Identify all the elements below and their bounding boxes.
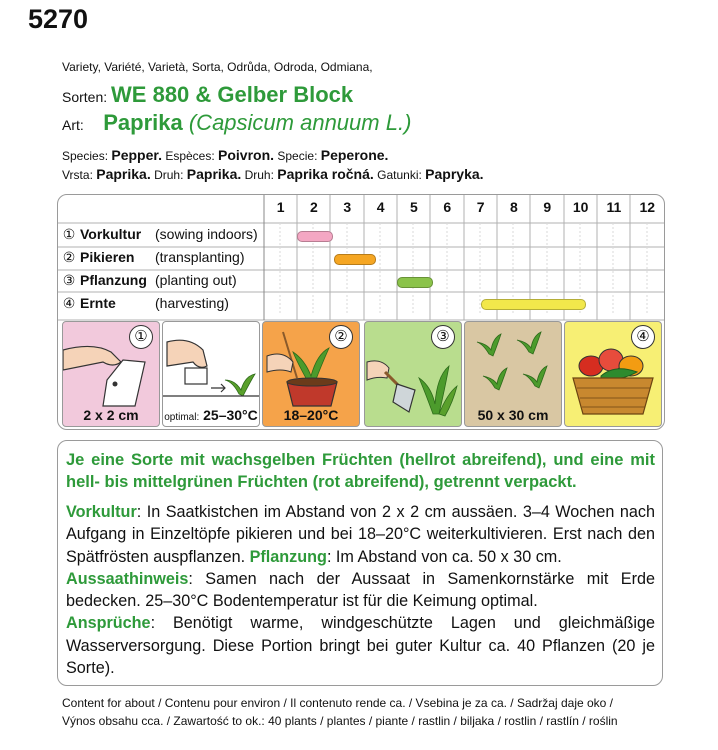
step-number: ① xyxy=(129,325,153,349)
specie-label: Specie: xyxy=(277,149,318,163)
panel-caption xyxy=(163,407,259,423)
especes-value: Poivron. xyxy=(218,147,275,163)
product-code: 5270 xyxy=(28,4,89,34)
bar-pflanzung xyxy=(397,277,432,288)
pflanzung-heading: Pflanzung xyxy=(249,547,327,566)
variety-line: Variety, Variété, Varietà, Sorta, Odrůda, Odroda, Odmiana, xyxy=(62,60,373,74)
month-9: 9 xyxy=(543,199,552,215)
ansprueche-heading: Ansprüche xyxy=(66,614,151,633)
vorkultur-text: : In Saatkistchen im Abstand von 2 x 2 cm aussäen. 3–4 Wochen nach Aufgang in Einzeltöpfe pikieren und bei 18–20°C weiterkultivieren. Erst nach den Spätfrösten auspflanzen. xyxy=(66,503,655,566)
panel-harvest xyxy=(564,321,662,427)
row-pflanzung xyxy=(58,272,237,293)
step-number: ④ xyxy=(631,325,655,349)
panel-pricking-out xyxy=(262,321,360,427)
species-name xyxy=(103,110,411,135)
latin-name: (Capsicum annuum L.) xyxy=(188,110,412,135)
bar-vorkultur xyxy=(297,231,332,242)
pflanzung-text: : Im Abstand von ca. 50 x 30 cm. xyxy=(326,547,562,566)
month-2: 2 xyxy=(310,199,318,215)
sowing-calendar xyxy=(57,194,665,430)
variety-name: WE 880 & Gelber Block xyxy=(111,82,354,107)
panel-caption: 18–20°C xyxy=(283,407,339,423)
druh-label-1: Druh: xyxy=(154,168,184,182)
row-pikieren xyxy=(58,249,245,270)
variety-name-line xyxy=(62,82,353,108)
panel-planting-out xyxy=(364,321,462,427)
bar-pikieren xyxy=(334,254,376,265)
ansprueche-text: : Benötigt warme, windgeschützte Lagen und gleichmäßige Wasserversorgung. Diese Portion bringt bei guter Kultur ca. 40 Pflanzen (20 je Sorte). xyxy=(66,614,655,678)
sorten-label: Sorten: xyxy=(62,89,108,105)
footer-line-1: Content for about / Contenu pour environ / Il contenuto rende ca. / Vsebina je za ca. / Sadržaj daje oko / xyxy=(62,696,614,710)
panel-caption-main: 25–30°C xyxy=(203,407,258,423)
month-header xyxy=(264,199,664,223)
footer-line-2: Výnos obsahu cca. / Zawartość to ok.: 40 plants / plantes / piante / rastlin / biljaka / rostlin / rastlín / roślin xyxy=(62,714,618,728)
row-number: ④ xyxy=(62,295,76,311)
row-label-de: Pflanzung xyxy=(80,272,147,288)
gatunki-value: Papryka. xyxy=(425,166,484,182)
month-4: 4 xyxy=(376,199,385,215)
panel-spacing xyxy=(464,321,562,427)
row-label-en: (transplanting) xyxy=(155,249,245,265)
month-7: 7 xyxy=(476,199,485,215)
common-name: Paprika xyxy=(103,110,183,135)
month-10: 10 xyxy=(572,199,589,215)
species-name-line xyxy=(62,110,411,136)
panel-caption-small: optimal: xyxy=(164,412,200,423)
row-label-de: Ernte xyxy=(80,295,116,311)
species-value: Pepper. xyxy=(111,147,162,163)
specie-value: Peperone. xyxy=(320,147,389,163)
row-label-de: Vorkultur xyxy=(80,226,142,242)
row-label-en: (planting out) xyxy=(155,272,237,288)
row-label-en: (harvesting) xyxy=(155,295,229,311)
month-3: 3 xyxy=(343,199,352,215)
druh-value-1: Paprika. xyxy=(186,166,242,182)
month-5: 5 xyxy=(410,199,418,215)
vrsta-translations xyxy=(62,166,484,182)
row-number: ② xyxy=(62,249,76,265)
vrsta-label: Vrsta: xyxy=(62,168,93,182)
intro-text: Je eine Sorte mit wachsgelben Früchten (hellrot abreifend), und eine mit hell- bis mittelgrünen Früchten (rot abreifend), getrennt verpackt. xyxy=(66,451,655,491)
month-1: 1 xyxy=(276,199,285,215)
panel-germination xyxy=(162,321,260,427)
month-12: 12 xyxy=(639,199,656,215)
month-6: 6 xyxy=(443,199,452,215)
month-11: 11 xyxy=(606,199,622,215)
panel-sowing xyxy=(62,321,160,427)
step-number: ③ xyxy=(431,325,455,349)
illustration-strip xyxy=(58,321,664,429)
aussaat-heading: Aussaathinweis xyxy=(66,569,189,588)
row-number: ① xyxy=(62,226,76,242)
vrsta-value: Paprika. xyxy=(96,166,151,182)
cultivation-instructions xyxy=(66,501,655,679)
druh-label-2: Druh: xyxy=(244,168,274,182)
especes-label: Espèces: xyxy=(165,149,215,163)
month-8: 8 xyxy=(510,199,518,215)
row-label-de: Pikieren xyxy=(80,249,135,265)
row-number: ③ xyxy=(62,272,76,288)
gatunki-label: Gatunki: xyxy=(377,168,422,182)
art-label: Art: xyxy=(62,117,84,133)
step-number: ② xyxy=(329,325,353,349)
bar-ernte xyxy=(481,299,586,310)
row-label-en: (sowing indoors) xyxy=(155,226,258,242)
row-vorkultur xyxy=(58,226,258,247)
row-ernte xyxy=(58,295,229,316)
aussaat-text: : Samen nach der Aussaat in Samenkornstärke mit Erde bedecken. 25–30°C Bodentemperatur ist für die Keimung optimal. xyxy=(66,569,655,611)
vorkultur-heading: Vorkultur xyxy=(66,503,137,521)
druh-value-2: Paprika ročná. xyxy=(277,166,374,182)
content-footer xyxy=(62,694,618,730)
panel-caption: 2 x 2 cm xyxy=(83,407,139,423)
species-translations xyxy=(62,147,388,163)
species-label: Species: xyxy=(62,149,109,163)
description-box xyxy=(57,440,663,686)
panel-caption: 50 x 30 cm xyxy=(477,407,549,423)
